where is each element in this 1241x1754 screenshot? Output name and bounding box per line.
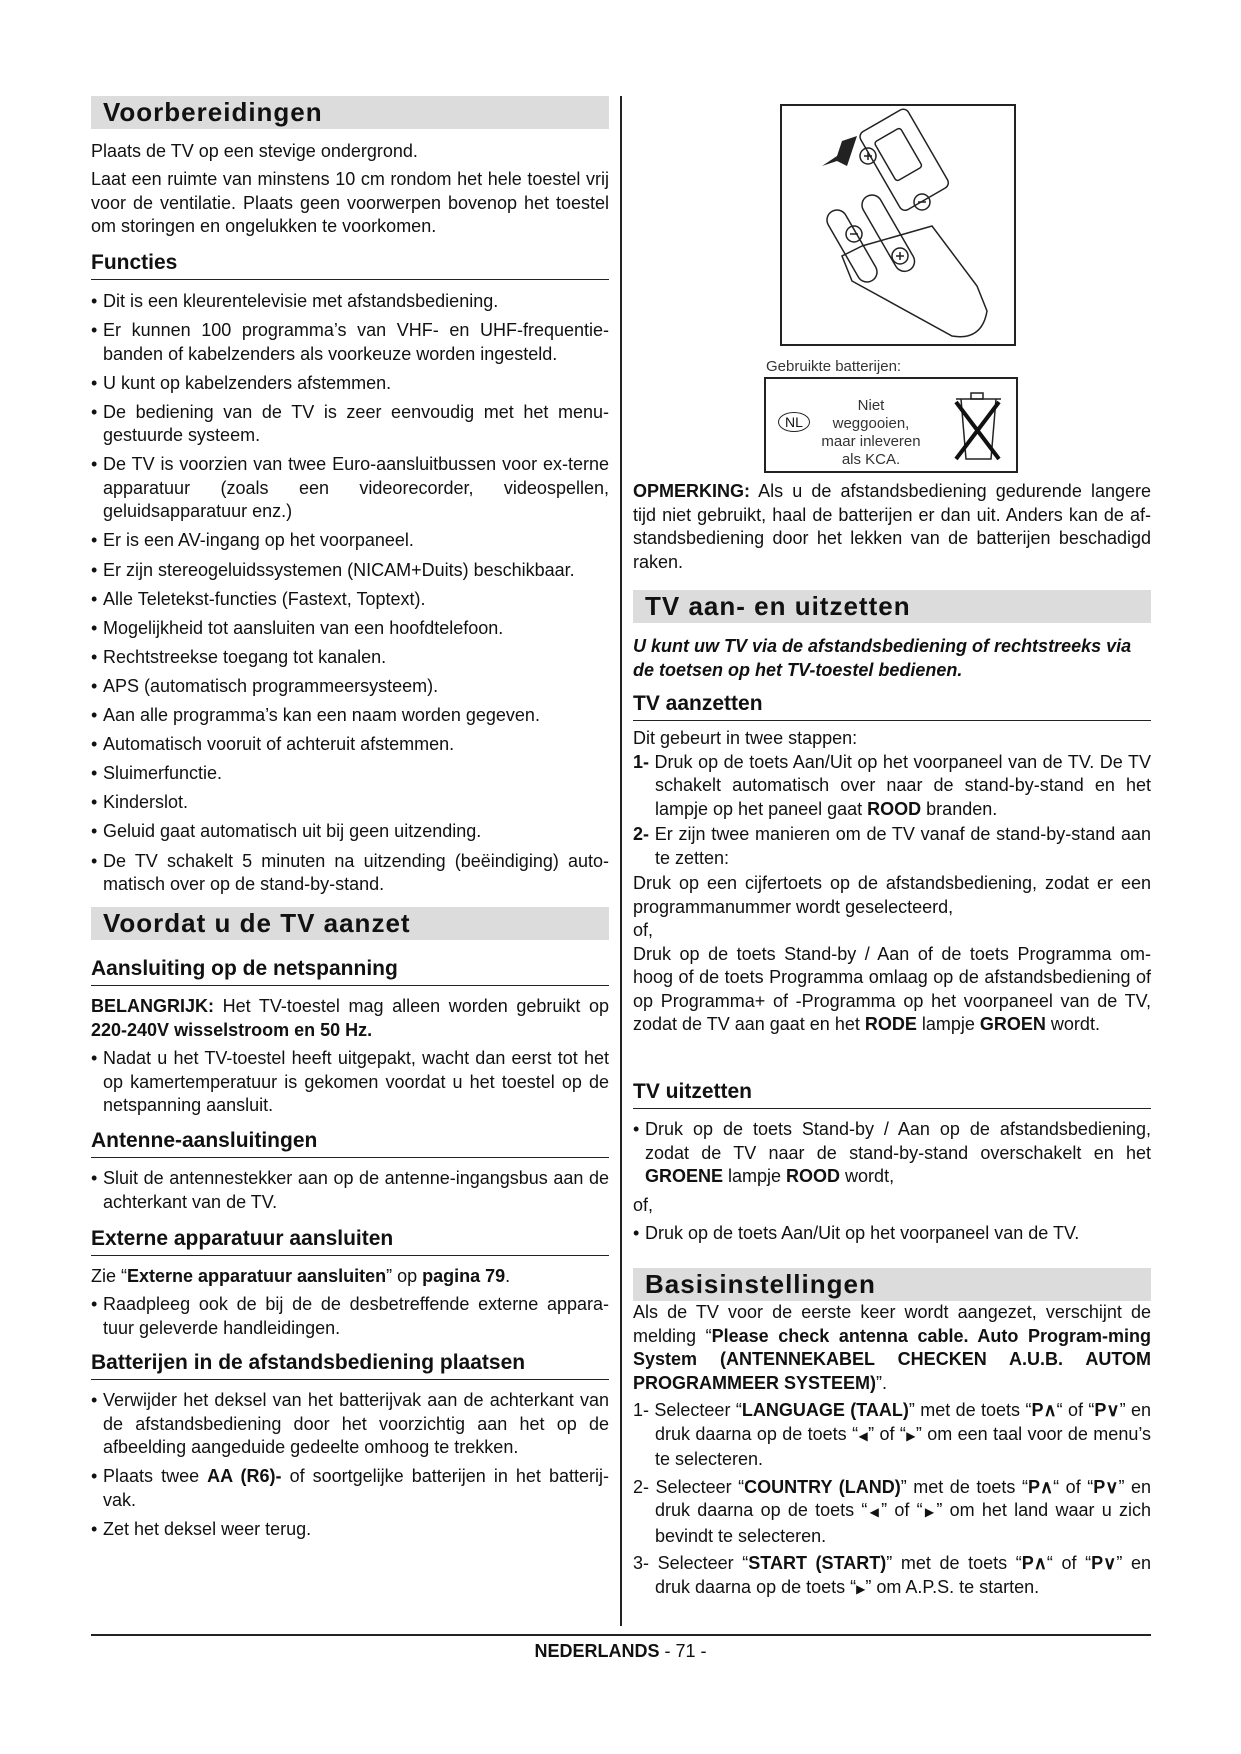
section-header-voorbereidingen: Voorbereidingen <box>91 96 609 129</box>
t: AA (R6)- <box>207 1466 282 1487</box>
subheading-externe: Externe apparatuur aansluiten <box>91 1226 609 1256</box>
p-down-key: P∨ <box>1094 1400 1120 1420</box>
t: ” om A.P.S. te starten. <box>865 1576 1040 1597</box>
paragraph <box>91 1265 609 1289</box>
p-up-key: P∧ <box>1031 1400 1057 1420</box>
list-item: • Kinderslot. <box>91 791 609 815</box>
left-key-icon: ◀ <box>867 1505 882 1519</box>
list-item: • De TV schakelt 5 minuten na uitzending (beëindiging) auto-matisch over op de stand-by-stand. <box>91 850 609 897</box>
opmerking-note <box>633 480 1151 574</box>
t: lampje <box>916 1014 980 1034</box>
subheading-tv-uitzetten: TV uitzetten <box>633 1079 1151 1109</box>
right-key-icon: ▶ <box>856 1581 866 1596</box>
t: Druk op de toets Stand-by / Aan op de afstandsbediening, zodat de TV naar de stand-by-stand overschakelt en het <box>645 1119 1151 1163</box>
aanzetten-content <box>633 727 1151 1037</box>
t: ” en druk daarna op de toets “ <box>655 1553 1151 1597</box>
list-item: • U kunt op kabelzenders afstemmen. <box>91 372 609 396</box>
subheading-antenne: Antenne-aansluitingen <box>91 1128 609 1158</box>
list-item <box>633 1118 1151 1189</box>
t: ” met de toets “ <box>908 1400 1032 1420</box>
list-item: • Sluimerfunctie. <box>91 762 609 786</box>
column-divider <box>620 96 622 1626</box>
list-item: • Er zijn stereogeluidssystemen (NICAM+Duits) beschikbaar. <box>91 559 609 583</box>
t: ” op <box>386 1266 423 1286</box>
list-item: • Dit is een kleurentelevisie met afstandsbediening. <box>91 290 609 314</box>
list-item: • Mogelijkheid tot aansluiten van een hoofdtelefoon. <box>91 617 609 641</box>
paragraph <box>633 943 1151 1037</box>
page-number: - 71 - <box>659 1641 707 1661</box>
footer <box>0 1640 1241 1664</box>
t: branden. <box>921 798 998 819</box>
t: “ of “ <box>1053 1476 1094 1497</box>
t: . <box>505 1266 511 1286</box>
list-item: • Verwijder het deksel van het batterijvak aan de achterkant van de afstandsbediening door het voorzichtig aan het op de afbeelding aangeduide gedeelte omhoog te trekken. <box>91 1389 609 1460</box>
p-up-key: P∧ <box>1021 1553 1047 1573</box>
p-down-key: P∨ <box>1091 1553 1117 1573</box>
list-item: • Druk op de toets Aan/Uit op het voorpaneel van de TV. <box>633 1222 1151 1246</box>
t: Druk op de toets Stand-by / Aan of de toets Programma om-hoog of de toets Programma omlaag op de afstandsbediening of op Programma+ of -Programma op het voorpaneel van de TV, zodat de TV aan gaat en het <box>633 943 1151 1034</box>
paragraph: Laat een ruimte van minstens 10 cm rondom het hele toestel vrij voor de ventilatie. Plaats geen voorwerpen bovenop het toestel om storingen en ongelukken te voorkomen. <box>91 169 609 236</box>
t: GROENE <box>645 1166 724 1186</box>
n: 2- <box>633 824 650 844</box>
footer-language: NEDERLANDS <box>534 1641 660 1661</box>
p-up-key: P∧ <box>1027 1476 1054 1497</box>
t: ” of “ <box>881 1500 923 1520</box>
step-2 <box>633 1476 1151 1549</box>
intro-text: U kunt uw TV via de afstandsbediening of rechtstreeks via de toetsen op het TV-toestel bedienen. <box>633 636 1132 680</box>
list <box>91 1167 609 1220</box>
functies-list <box>91 290 609 902</box>
list-item: • Er kunnen 100 programma’s van VHF- en UHF-frequentie-banden of kabelzenders als voorkeuze worden ingesteld. <box>91 319 609 366</box>
t: Please check antenna cable. Auto Program-ming System (ANTENNEKABEL CHECKEN A.U.B. AUTOM PROGRAMMEER SYSTEEM) <box>633 1325 1152 1393</box>
step-2 <box>633 823 1151 870</box>
t: wordt, <box>840 1166 895 1186</box>
label: OPMERKING: <box>633 481 750 501</box>
list-item: • Geluid gaat automatisch uit bij geen uitzending. <box>91 820 609 844</box>
section-header-basisinstellingen: Basisinstellingen <box>633 1268 1151 1301</box>
paragraph <box>633 1301 1151 1395</box>
t: 3- Selecteer “ <box>633 1553 749 1573</box>
t: ” met de toets “ <box>900 1476 1028 1497</box>
t: Als de TV voor de eerste keer wordt aangezet, verschijnt de melding “ <box>633 1302 1151 1346</box>
n: 1- <box>633 751 650 772</box>
list <box>91 1293 609 1346</box>
t: ROOD <box>786 1166 841 1186</box>
list-item: • Alle Teletekst-functies (Fastext, Toptext). <box>91 588 609 612</box>
subheading-aansluiting: Aansluiting op de netspanning <box>91 956 609 986</box>
list-item: • De bediening van de TV is zeer eenvoudig met het menu-gestuurde systeem. <box>91 401 609 448</box>
list-item <box>91 1465 609 1512</box>
right-key-icon: ▶ <box>922 1505 937 1519</box>
t: ROOD <box>867 798 922 819</box>
t: ” en druk daarna op de toets “ <box>655 1400 1152 1444</box>
subheading-tv-aanzetten: TV aanzetten <box>633 691 1151 721</box>
subheading-batterijen: Batterijen in de afstandsbediening plaatsen <box>91 1350 609 1380</box>
or-text: of, <box>633 920 654 940</box>
t: Druk op de toets Aan/Uit op het voorpaneel van de TV. De TV schakelt automatisch over naar de stand-by-stand en het lampje op het paneel gaat <box>649 751 1151 819</box>
t: ” om een taal voor de menu’s te selecteren. <box>655 1423 1152 1469</box>
step-1 <box>633 1399 1151 1472</box>
t: 2- Selecteer “ <box>633 1476 745 1497</box>
list-item: • APS (automatisch programmeersysteem). <box>91 675 609 699</box>
t: ”. <box>876 1372 888 1393</box>
t: ” om het land waar u zich bevindt te selecteren. <box>655 1500 1151 1546</box>
t: Plaats twee <box>103 1466 208 1487</box>
footer-rule <box>91 1634 1151 1636</box>
t: START (START) <box>748 1553 887 1573</box>
step-1 <box>633 751 1151 822</box>
t: lampje <box>723 1166 787 1186</box>
t: RODE <box>864 1014 917 1034</box>
list-item: • Raadpleeg ook de bij de de desbetreffende externe appara-tuur geleverde handleidingen. <box>91 1293 609 1340</box>
list-item: • Rechtstreekse toegang tot kanalen. <box>91 646 609 670</box>
remote-battery-figure <box>780 104 1016 346</box>
list-item: • Aan alle programma’s kan een naam worden gegeven. <box>91 704 609 728</box>
list-item: • Zet het deksel weer terug. <box>91 1518 609 1542</box>
list-item: • Nadat u het TV-toestel heeft uitgepakt, wacht dan eerst tot het op kamertemperatuur is gekomen voordat u het toestel op de netspanning aansluit. <box>91 1047 609 1118</box>
text: Het TV-toestel mag alleen worden gebruikt op <box>214 996 609 1016</box>
nl-badge: NL <box>778 412 810 432</box>
or-text: of, <box>633 1195 654 1216</box>
paragraph: Plaats de TV op een stevige ondergrond. <box>91 141 418 161</box>
list <box>91 1389 609 1547</box>
figure-caption: Gebruikte batterijen: <box>766 358 902 375</box>
p-down-key: P∨ <box>1093 1476 1119 1497</box>
t: GROEN <box>979 1014 1046 1034</box>
t: 1- Selecteer “ <box>633 1400 742 1420</box>
t: “ of “ <box>1056 1400 1095 1420</box>
paragraph: Dit gebeurt in twee stappen: <box>633 728 858 748</box>
t: pagina 79 <box>422 1266 506 1286</box>
section-header-tv-aan-uit: TV aan- en uitzetten <box>633 590 1151 623</box>
belangrijk-note <box>91 995 609 1042</box>
section-header-voordat: Voordat u de TV aanzet <box>91 907 609 940</box>
list <box>91 1047 609 1123</box>
kca-notice <box>764 377 1018 473</box>
t: of soortgelijke batterijen in het batterij-vak. <box>103 1466 609 1510</box>
subheading-functies: Functies <box>91 250 609 280</box>
crossed-bin-icon <box>951 387 1006 467</box>
t: Externe apparatuur aansluiten <box>127 1266 387 1286</box>
paragraph: Druk op een cijfertoets op de afstandsbediening, zodat er een programmanummer wordt geselecteerd, <box>633 873 1151 917</box>
t: wordt. <box>1045 1014 1100 1034</box>
t: Er zijn twee manieren om de TV vanaf de stand-by-stand aan te zetten: <box>649 824 1151 868</box>
remote-battery-icon <box>782 106 1014 344</box>
text: Als u de afstandsbediening gedurende langere tijd niet gebruikt, haal de batterijen er dan uit. Anders kan de af-standsbediening door het lekken van de batterijen beschadigd raken. <box>633 481 1151 572</box>
kca-text: Niet weggooien, maar inleveren als KCA. <box>821 397 921 468</box>
t: Zie “ <box>91 1266 127 1286</box>
t: COUNTRY (LAND) <box>744 1476 901 1497</box>
label: BELANGRIJK: <box>91 996 215 1016</box>
t: ” of “ <box>868 1423 906 1444</box>
t: ” en druk daarna op de toets “ <box>655 1476 1152 1520</box>
t: LANGUAGE (TAAL) <box>741 1400 909 1420</box>
list-item: • De TV is voorzien van twee Euro-aansluitbussen voor ex-terne apparatuur (zoals een videorecorder, videospellen, geluidsapparatuur enz.) <box>91 453 609 524</box>
list-item: • Automatisch vooruit of achteruit afstemmen. <box>91 733 609 757</box>
t: “ of “ <box>1046 1553 1092 1573</box>
list-item: • Sluit de antennestekker aan op de antenne-ingangsbus aan de achterkant van de TV. <box>91 1167 609 1214</box>
left-key-icon: ◀ <box>858 1428 869 1443</box>
step-3 <box>633 1552 1151 1601</box>
uitzetten-content <box>633 1118 1151 1251</box>
t: ” met de toets “ <box>886 1553 1022 1573</box>
right-key-icon: ▶ <box>905 1428 916 1443</box>
list-item: • Er is een AV-ingang op het voorpaneel. <box>91 529 609 553</box>
basis-content <box>633 1301 1151 1603</box>
text-bold: 220-240V wisselstroom en 50 Hz. <box>91 1019 373 1040</box>
